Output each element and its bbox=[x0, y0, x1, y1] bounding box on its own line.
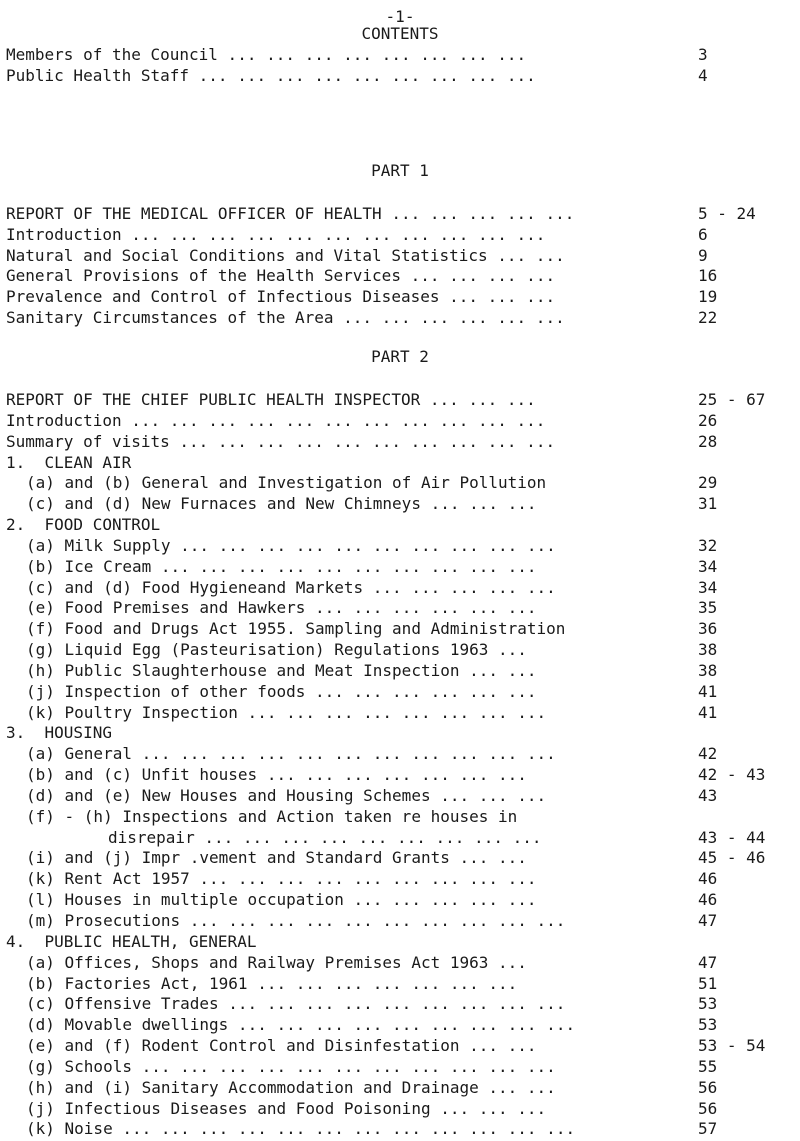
toc-entry bbox=[26, 618, 800, 640]
toc-entry-page: 29 bbox=[698, 473, 718, 493]
toc-entry-page: 3 bbox=[698, 45, 708, 64]
page-number: -1- bbox=[385, 7, 415, 26]
toc-dot-leader: ... ... ... bbox=[430, 1098, 547, 1118]
toc-dot-leader: ... ... ... ... bbox=[400, 266, 556, 286]
toc-dot-leader: ... ... bbox=[478, 1077, 556, 1097]
toc-entry-label: disrepair bbox=[108, 827, 195, 847]
toc-entry bbox=[6, 514, 800, 536]
toc-entry bbox=[6, 203, 800, 225]
toc-entry-label: (b) Ice Cream bbox=[26, 556, 152, 576]
toc-entry bbox=[26, 681, 800, 703]
toc-entry-label: (a) Offices, Shops and Railway Premises Act 1963 bbox=[26, 952, 489, 972]
toc-entry-page: 31 bbox=[698, 494, 718, 514]
toc-entry bbox=[26, 785, 800, 807]
toc-entry-label: REPORT OF THE MEDICAL OFFICER OF HEALTH bbox=[6, 204, 382, 223]
toc-entry-label: General Provisions of the Health Services bbox=[6, 266, 401, 286]
toc-dot-leader: ... ... ... ... ... ... bbox=[305, 598, 537, 618]
toc-entry-page: 19 bbox=[698, 287, 718, 307]
toc-entry bbox=[6, 931, 800, 953]
toc-entry-page: 56 bbox=[698, 1098, 718, 1118]
toc-entry-label: (e) and (f) Rodent Control and Disinfestation bbox=[26, 1036, 460, 1056]
toc-dot-leader: ... ... ... ... ... ... ... bbox=[257, 765, 527, 785]
toc-entry-label: (l) Houses in multiple occupation bbox=[26, 890, 344, 910]
toc-dot-leader: ... ... ... ... ... ... ... ... bbox=[237, 702, 547, 722]
toc-entry-label: (f) - (h) Inspections and Action taken re houses in bbox=[26, 806, 518, 826]
toc-entry-label: (c) and (d) New Furnaces and New Chimneys bbox=[26, 494, 421, 514]
toc-entry-page: 16 bbox=[698, 266, 718, 286]
toc-entry bbox=[26, 702, 800, 724]
toc-dot-leader: ... ... ... ... ... ... ... ... ... ... ... bbox=[121, 410, 546, 430]
toc-entry bbox=[26, 472, 800, 494]
toc-entry bbox=[26, 493, 800, 515]
toc-entry-label: (h) and (i) Sanitary Accommodation and Drainage bbox=[26, 1077, 479, 1097]
toc-entry-label: (a) and (b) General and Investigation of Air Pollution bbox=[26, 473, 547, 493]
toc-entry-page: 51 bbox=[698, 973, 718, 993]
toc-entry-page: 42 bbox=[698, 744, 718, 764]
toc-entry bbox=[26, 577, 800, 599]
toc-entry bbox=[26, 806, 800, 828]
toc-entry-page: 43 - 44 bbox=[698, 827, 766, 847]
toc-entry bbox=[26, 1014, 800, 1036]
toc-entry-label: 3. HOUSING bbox=[6, 723, 112, 743]
toc-entry-page: 26 bbox=[698, 410, 718, 430]
toc-entry-page: 4 bbox=[698, 66, 708, 85]
toc-entry bbox=[26, 889, 800, 911]
toc-entry-page: 41 bbox=[698, 681, 718, 701]
toc-dot-leader: ... ... ... ... ... ... ... ... ... bbox=[194, 827, 542, 847]
toc-entry bbox=[108, 827, 800, 849]
toc-entry bbox=[6, 722, 800, 744]
toc-entry bbox=[6, 452, 800, 474]
toc-entry-page: 35 bbox=[698, 598, 718, 618]
toc-entry-label: (i) and (j) Impr .vement and Standard Grants bbox=[26, 848, 450, 868]
toc-entry-label: (j) Inspection of other foods bbox=[26, 681, 306, 701]
toc-entry bbox=[26, 847, 800, 869]
toc-entry-page: 41 bbox=[698, 702, 718, 722]
toc-entry-page: 46 bbox=[698, 869, 718, 889]
toc-dot-leader: ... ... ... bbox=[420, 390, 536, 409]
toc-entry-label: (g) Liquid Egg (Pasteurisation) Regulations 1963 bbox=[26, 640, 489, 660]
toc-entry-page: 36 bbox=[698, 619, 718, 639]
toc-entry-page: 6 bbox=[698, 224, 708, 244]
toc-entry-label: (h) Public Slaughterhouse and Meat Inspection bbox=[26, 660, 460, 680]
toc-entry-label: Natural and Social Conditions and Vital Statistics bbox=[6, 245, 488, 265]
toc-dot-leader: ... ... bbox=[459, 660, 537, 680]
toc-entry-label: (g) Schools bbox=[26, 1056, 132, 1076]
toc-entry-label: (j) Infectious Diseases and Food Poisoning bbox=[26, 1098, 431, 1118]
toc-entry bbox=[26, 868, 800, 890]
toc-entry bbox=[6, 265, 800, 287]
toc-entry-page: 34 bbox=[698, 556, 718, 576]
toc-entry-page: 47 bbox=[698, 952, 718, 972]
toc-entry bbox=[26, 764, 800, 786]
toc-entry-label: (a) General bbox=[26, 744, 132, 764]
toc-entry-label: Introduction bbox=[6, 410, 122, 430]
toc-entry bbox=[6, 431, 800, 453]
toc-entry-label: (k) Poultry Inspection bbox=[26, 702, 238, 722]
toc-dot-leader: ... ... ... ... ... ... ... ... ... bbox=[189, 869, 537, 889]
toc-entry-page: 42 - 43 bbox=[698, 765, 766, 785]
toc-dot-leader: ... ... ... ... ... ... ... ... ... bbox=[189, 66, 536, 85]
toc-dot-leader: ... bbox=[488, 952, 527, 972]
toc-dot-leader: ... ... ... ... ... ... ... ... ... ... bbox=[170, 535, 556, 555]
toc-entry-label: (e) Food Premises and Hawkers bbox=[26, 598, 306, 618]
toc-entry-label: (k) Rent Act 1957 bbox=[26, 869, 190, 889]
toc-entry-page: 53 bbox=[698, 994, 718, 1014]
toc-entry bbox=[26, 535, 800, 557]
toc-entry-label: Prevalence and Control of Infectious Diseases bbox=[6, 287, 440, 307]
part-2-title: PART 2 bbox=[371, 347, 429, 366]
toc-entry-label: (a) Milk Supply bbox=[26, 535, 171, 555]
toc-entry bbox=[6, 410, 800, 432]
toc-entry-page: 25 - 67 bbox=[698, 390, 766, 409]
toc-entry-label: (f) Food and Drugs Act 1955. Sampling and Administration bbox=[26, 619, 566, 639]
toc-entry bbox=[26, 597, 800, 619]
toc-entry-label: (k) Noise bbox=[26, 1119, 113, 1139]
toc-entry-page: 46 bbox=[698, 890, 718, 910]
toc-entry-page: 53 bbox=[698, 1015, 718, 1035]
toc-dot-leader: ... ... ... ... ... ... ... ... ... bbox=[228, 1015, 576, 1035]
toc-entry bbox=[26, 1056, 800, 1078]
toc-dot-leader: ... ... bbox=[459, 1036, 537, 1056]
toc-entry bbox=[6, 224, 800, 246]
toc-entry-label: Sanitary Circumstances of the Area bbox=[6, 308, 334, 327]
toc-entry-label: Public Health Staff bbox=[6, 66, 190, 85]
toc-entry bbox=[26, 639, 800, 661]
toc-entry bbox=[26, 660, 800, 682]
toc-entry-label: (c) Offensive Trades bbox=[26, 994, 219, 1014]
toc-entry bbox=[6, 44, 800, 66]
toc-entry-label: REPORT OF THE CHIEF PUBLIC HEALTH INSPECTOR bbox=[6, 390, 421, 409]
toc-entry-page: 38 bbox=[698, 640, 718, 660]
toc-entry-page: 45 - 46 bbox=[698, 848, 766, 868]
toc-dot-leader: ... ... ... ... ... ... ... ... ... ... bbox=[180, 911, 566, 930]
toc-entry-page: 34 bbox=[698, 577, 718, 597]
toc-entry-label: 1. CLEAN AIR bbox=[6, 452, 132, 472]
toc-entry-page: 43 bbox=[698, 785, 718, 805]
page-title: CONTENTS bbox=[361, 24, 439, 43]
toc-entry bbox=[26, 1035, 800, 1057]
toc-entry-page: 47 bbox=[698, 911, 718, 930]
toc-dot-leader: ... ... ... ... ... ... ... ... ... ... bbox=[151, 556, 537, 576]
toc-entry bbox=[6, 65, 800, 87]
toc-entry-page: 38 bbox=[698, 660, 718, 680]
toc-dot-leader: ... ... ... ... ... bbox=[343, 890, 537, 910]
toc-entry-page: 9 bbox=[698, 245, 708, 265]
toc-dot-leader: ... ... bbox=[449, 848, 527, 868]
toc-dot-leader: ... ... ... ... ... ... ... ... ... ... ... bbox=[131, 1056, 556, 1076]
part-1-title: PART 1 bbox=[371, 161, 429, 180]
toc-entry bbox=[6, 307, 800, 329]
toc-entry bbox=[6, 245, 800, 267]
toc-dot-leader: ... ... ... ... ... bbox=[381, 204, 575, 223]
toc-entry bbox=[6, 286, 800, 308]
toc-entry bbox=[6, 389, 800, 411]
toc-entry-page: 56 bbox=[698, 1077, 718, 1097]
toc-dot-leader: ... ... ... ... ... ... ... bbox=[247, 973, 518, 993]
toc-entry-label: 2. FOOD CONTROL bbox=[6, 515, 161, 535]
toc-dot-leader: ... bbox=[488, 640, 527, 660]
toc-dot-leader: ... ... bbox=[487, 245, 565, 265]
toc-entry-label: Summary of visits bbox=[6, 431, 170, 451]
toc-dot-leader: ... ... ... bbox=[430, 785, 547, 805]
toc-entry bbox=[26, 556, 800, 578]
toc-entry bbox=[26, 952, 800, 974]
toc-entry-label: 4. PUBLIC HEALTH, GENERAL bbox=[6, 931, 257, 951]
toc-entry-page: 53 - 54 bbox=[698, 1036, 766, 1056]
toc-dot-leader: ... ... ... ... ... ... ... ... ... bbox=[218, 994, 566, 1014]
toc-dot-leader: ... ... ... ... ... ... bbox=[305, 681, 537, 701]
toc-dot-leader: ... ... ... ... ... ... ... ... ... ... bbox=[169, 431, 556, 451]
toc-dot-leader: ... ... ... ... ... ... ... ... ... ... ... bbox=[121, 224, 546, 244]
toc-entry-page: 55 bbox=[698, 1056, 718, 1076]
toc-dot-leader: ... ... ... bbox=[420, 494, 537, 514]
toc-dot-leader: ... ... ... ... ... bbox=[363, 577, 556, 597]
toc-entry-label: (c) and (d) Food Hygieneand Markets bbox=[26, 577, 364, 597]
toc-entry-page: 32 bbox=[698, 535, 718, 555]
toc-entry-label: (b) Factories Act, 1961 bbox=[26, 973, 248, 993]
toc-entry bbox=[26, 1098, 800, 1120]
toc-entry-label: Members of the Council bbox=[6, 45, 218, 64]
toc-dot-leader: ... ... ... ... ... ... ... ... bbox=[217, 45, 527, 64]
toc-entry bbox=[26, 973, 800, 995]
toc-entry-page: 57 bbox=[698, 1119, 718, 1139]
toc-entry-label: Introduction bbox=[6, 224, 122, 244]
toc-entry-label: (d) Movable dwellings bbox=[26, 1015, 229, 1035]
toc-entry bbox=[26, 910, 800, 932]
toc-entry-label: (d) and (e) New Houses and Housing Schemes bbox=[26, 785, 431, 805]
toc-dot-leader: ... ... ... ... ... ... ... ... ... ... ... bbox=[131, 744, 556, 764]
toc-entry-page: 22 bbox=[698, 308, 718, 327]
toc-entry bbox=[26, 743, 800, 765]
toc-entry-label: (b) and (c) Unfit houses bbox=[26, 765, 258, 785]
toc-entry bbox=[26, 1077, 800, 1099]
toc-dot-leader: ... ... ... bbox=[439, 287, 556, 307]
toc-entry-label: (m) Prosecutions bbox=[26, 911, 181, 930]
toc-entry-page: 5 - 24 bbox=[698, 204, 756, 223]
toc-dot-leader: ... ... ... ... ... ... ... ... ... ... ... ... bbox=[112, 1119, 576, 1139]
toc-entry bbox=[26, 1118, 800, 1140]
toc-dot-leader: ... ... ... ... ... ... bbox=[333, 308, 565, 327]
toc-entry bbox=[26, 993, 800, 1015]
toc-entry-page: 28 bbox=[698, 431, 718, 451]
